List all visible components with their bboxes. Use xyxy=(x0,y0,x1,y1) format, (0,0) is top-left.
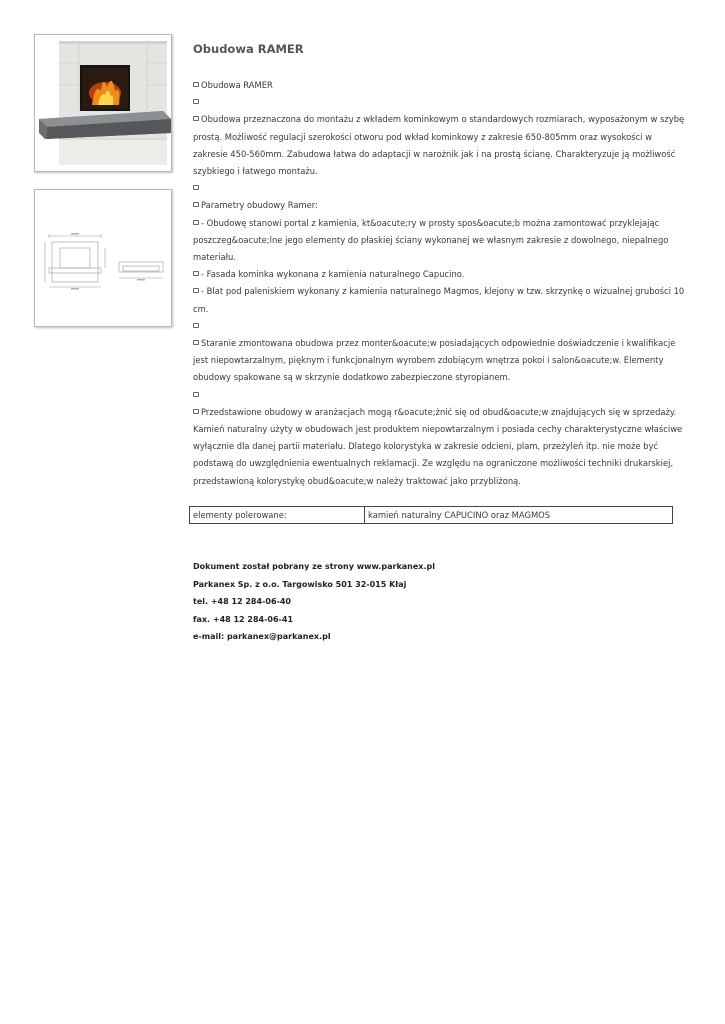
paragraph: Przedstawione obudowy w aranżacjach mogą r&oacute;żnić się od obud&oacute;w znajdujących się w sprzedaży. Kamień naturalny użyty w obudowach jest produktem niepowtarzalnym i posiada cechy charakterystyczne właściwe wyłącznie dla danej partii materiału. Dlatego kolorystyka w zakresie odcieni, plam, przeżyleń itp. nie może być podstawą do uwzględnienia ewentualnych reklamacji. Ze względu na ograniczone możliwości techniki drukarskiej, przedstawioną kolorystykę obud&oacute;w należy traktować jako przybliżoną. xyxy=(193,406,683,486)
bullet-icon xyxy=(193,116,199,121)
paragraph: - Blat pod paleniskiem wykonany z kamienia naturalnego Magmos, klejony w tzw. skrzynkę o wizualnej grubości 10 cm. xyxy=(193,286,685,314)
fireplace-photo-graphic xyxy=(35,35,171,171)
technical-drawing[interactable] xyxy=(34,189,172,327)
bullet-icon xyxy=(193,340,199,345)
paragraph: - Fasada kominka wykonana z kamienia naturalnego Capucino. xyxy=(193,266,688,283)
paragraph xyxy=(193,318,688,335)
paragraph xyxy=(193,180,688,197)
bullet-icon xyxy=(193,409,199,414)
bullet-icon xyxy=(193,323,199,328)
product-description xyxy=(193,40,688,490)
footer-fax: fax. +48 12 284-06-41 xyxy=(193,614,294,624)
paragraph: Staranie zmontowana obudowa przez monter&oacute;w posiadających odpowiednie doświadczenie i kwalifikacje jest niepowtarzalnym, pięknym i funkcjonalnym wyrobem zdobiącym wnętrza pokoi i salon&oacute;w. Elementy obudowy spakowane są w skrzynie dodatkowo zabezpieczone styropianem. xyxy=(193,338,676,383)
bullet-icon xyxy=(193,271,199,276)
bullet-icon xyxy=(193,392,199,397)
paragraph xyxy=(193,94,688,111)
table-cell-value: kamień naturalny CAPUCINO oraz MAGMOS xyxy=(365,507,673,524)
bullet-icon xyxy=(193,185,199,190)
bullet-icon xyxy=(193,220,199,225)
footer xyxy=(193,558,593,646)
paragraph: Obudowa przeznaczona do montażu z wkładem kominkowym o standardowych rozmiarach, wyposażonym w szybę prostą. Możliwość regulacji szerokości otworu pod wkład kominkowy z zakresie 650-805mm oraz wysokości w zakresie 450-560mm. Zabudowa łatwa do adaptacji w narożnik jak i na prostą ścianę. Charakteryzuje ją możliwość szybkiego i łatwego montażu. xyxy=(193,114,685,177)
paragraph: Obudowa RAMER xyxy=(193,77,688,94)
paragraph: Parametry obudowy Ramer: xyxy=(193,197,688,214)
bullet-icon xyxy=(193,82,199,87)
spec-table xyxy=(189,506,673,524)
footer-phone: tel. +48 12 284-06-40 xyxy=(193,597,291,606)
bullet-icon xyxy=(193,288,199,293)
technical-drawing-graphic xyxy=(35,190,171,326)
fireplace-photo[interactable] xyxy=(34,34,172,172)
table-row xyxy=(190,507,673,524)
page-title: Obudowa RAMER xyxy=(193,42,304,56)
paragraph xyxy=(193,387,688,404)
footer-source: Dokument został pobrany ze strony www.parkanex.pl xyxy=(193,562,435,571)
footer-address: Parkanex Sp. z o.o. Targowisko 501 32-015 Kłaj xyxy=(193,579,407,589)
bullet-icon xyxy=(193,202,199,207)
table-cell-label: elementy polerowane: xyxy=(190,507,365,524)
paragraph: - Obudowę stanowi portal z kamienia, kt&oacute;ry w prosty spos&oacute;b można zamontować przyklejając poszczeg&oacute;lne jego elementy do płaskiej ściany wykonanej we własnym zakresie z dowolnego, niepalnego materiału. xyxy=(193,217,669,263)
bullet-icon xyxy=(193,99,199,104)
footer-email: e-mail: parkanex@parkanex.pl xyxy=(193,632,331,641)
